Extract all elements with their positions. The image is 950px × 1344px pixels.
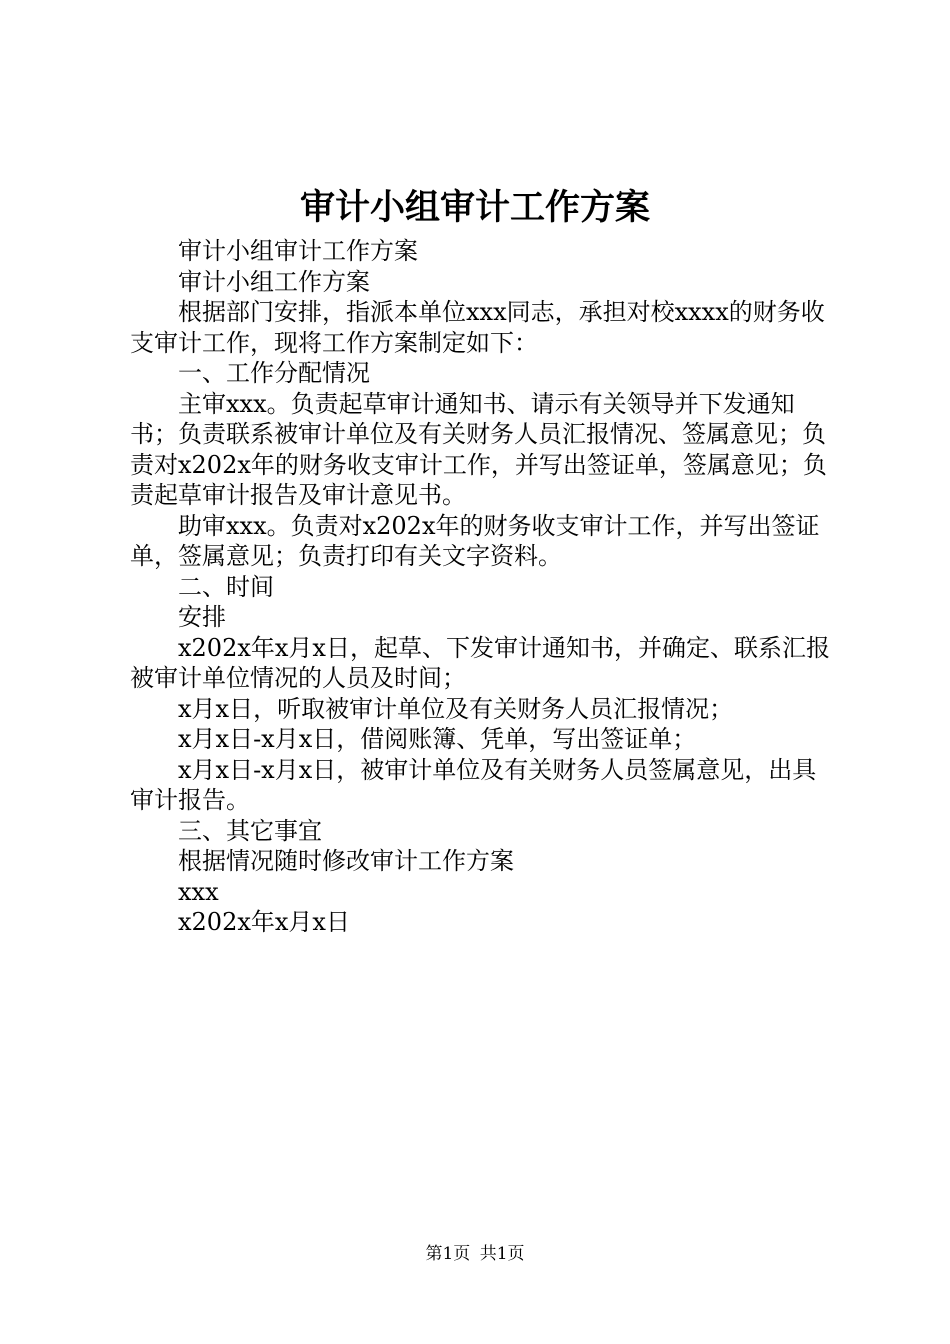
paragraph: 审计小组工作方案 <box>178 267 370 296</box>
paragraph: 根据情况随时修改审计工作方案 <box>178 847 514 875</box>
paragraph: x月x日-x月x日，被审计单位及有关财务人员签属意见，出具审计报告。 <box>130 755 817 814</box>
page-footer <box>0 1242 950 1266</box>
page-number: 第1页 <box>425 1244 471 1264</box>
signature-date: x202x年x月x日 <box>178 908 350 936</box>
document-body <box>130 236 830 938</box>
paragraph: 安排 <box>178 603 226 631</box>
paragraph: 助审xxx。负责对x202x年的财务收支审计工作，并写出签证单，签属意见；负责打印有关文字资料。 <box>130 511 820 570</box>
document-title: 审计小组审计工作方案 <box>299 187 650 228</box>
section-heading: 二、时间 <box>178 572 274 601</box>
paragraph: 主审xxx。负责起草审计通知书、请示有关领导并下发通知书；负责联系被审计单位及有关财务人员汇报情况、签属意见；负责对x202x年的财务收支审计工作，并写出签证单，签属意见；负责起草审计报告及审计意见书。 <box>130 389 827 509</box>
paragraph: x月x日，听取被审计单位及有关财务人员汇报情况； <box>178 694 734 723</box>
page-total: 共1页 <box>479 1244 525 1264</box>
paragraph: x月x日-x月x日，借阅账簿、凭单，写出签证单； <box>178 725 697 753</box>
paragraph: x202x年x月x日，起草、下发审计通知书，并确定、联系汇报被审计单位情况的人员及时间； <box>130 633 830 692</box>
paragraph: 审计小组审计工作方案 <box>178 237 418 265</box>
section-heading: 一、工作分配情况 <box>178 359 370 387</box>
signature-name: xxx <box>178 877 219 906</box>
section-heading: 三、其它事宜 <box>178 816 322 845</box>
paragraph: 根据部门安排，指派本单位xxx同志，承担对校xxxx的财务收支审计工作，现将工作方案制定如下： <box>130 298 825 357</box>
